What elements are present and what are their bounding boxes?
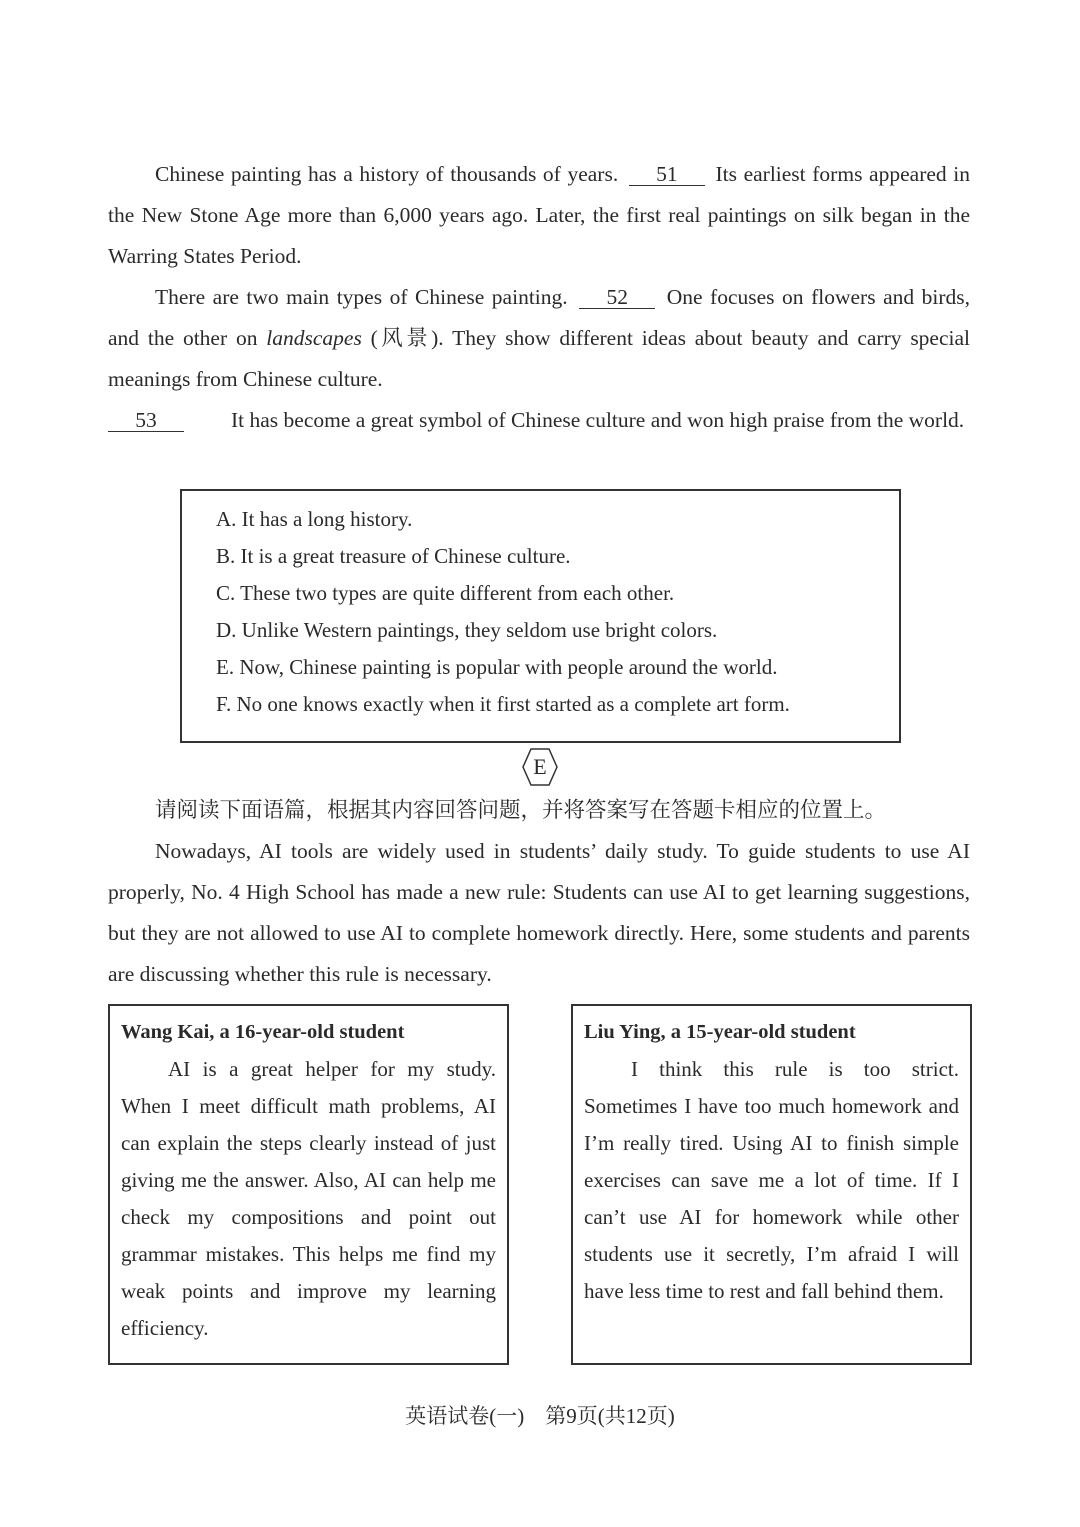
text: One focuses on flowers and birds, and the other on (108, 285, 971, 350)
blank-51: 51 (629, 163, 705, 186)
paragraph-1 (108, 154, 970, 277)
option-c: C. These two types are quite different from each other. (216, 581, 675, 605)
text: There are two main types of Chinese painting. (155, 285, 568, 309)
italic-word: landscapes (266, 326, 362, 350)
options-box (180, 489, 901, 743)
hexagon-icon (522, 748, 558, 786)
section-e (108, 790, 970, 995)
opinion-text: AI is a great helper for my study. When I meet difficult math problems, AI can explain the steps clearly instead of just giving me the answer. Also, AI can help me check my compositions and point out grammar mistakes. This helps me find my weak points and improve my learning efficiency. (121, 1057, 496, 1340)
blank-53: 53 (108, 409, 184, 432)
section-label: E (533, 754, 547, 779)
option-d: D. Unlike Western paintings, they seldom use bright colors. (216, 618, 718, 642)
text: Chinese painting has a history of thousands of years. (155, 162, 619, 186)
option-a: A. It has a long history. (216, 507, 413, 531)
opinion-box-wang-kai (108, 1004, 509, 1365)
speaker: Liu Ying, a 15-year-old student (584, 1021, 856, 1043)
option-b: B. It is a great treasure of Chinese culture. (216, 544, 571, 568)
speaker: Wang Kai, a 16-year-old student (121, 1021, 405, 1043)
option-f: F. No one knows exactly when it first started as a complete art form. (216, 692, 790, 716)
text: (风景). They show different ideas about beauty and carry special meanings from Chinese culture. (108, 326, 971, 391)
paragraph-3 (108, 400, 970, 441)
instruction: 请阅读下面语篇，根据其内容回答问题，并将答案写在答题卡相应的位置上。 (155, 798, 887, 822)
text: Its earliest forms appeared in the New Stone Age more than 6,000 years ago. Later, the first real paintings on silk began in the Warring States Period. (108, 162, 970, 268)
intro-paragraph: Nowadays, AI tools are widely used in students’ daily study. To guide students to use AI properly, No. 4 High School has made a new rule: Students can use AI to get learning suggestions, but they are not allowed to use AI to complete homework directly. Here, some students and parents are discussing whether this rule is necessary. (108, 839, 970, 986)
text: It has become a great symbol of Chinese culture and won high praise from the world. (231, 408, 965, 432)
opinion-box-liu-ying (571, 1004, 972, 1365)
blank-52: 52 (579, 286, 655, 309)
opinion-text: I think this rule is too strict. Sometimes I have too much homework and I’m really tired. Using AI to finish simple exercises can save me a lot of time. If I can’t use AI for homework while other students use it secretly, I’m afraid I will have less time to rest and fall behind them. (584, 1057, 959, 1303)
section-e-marker (0, 748, 1080, 786)
passage-d (108, 154, 970, 441)
paragraph-2 (108, 277, 970, 400)
page-footer: 英语试卷(一) 第9页(共12页) (405, 1404, 675, 1428)
option-e: E. Now, Chinese painting is popular with people around the world. (216, 655, 778, 679)
